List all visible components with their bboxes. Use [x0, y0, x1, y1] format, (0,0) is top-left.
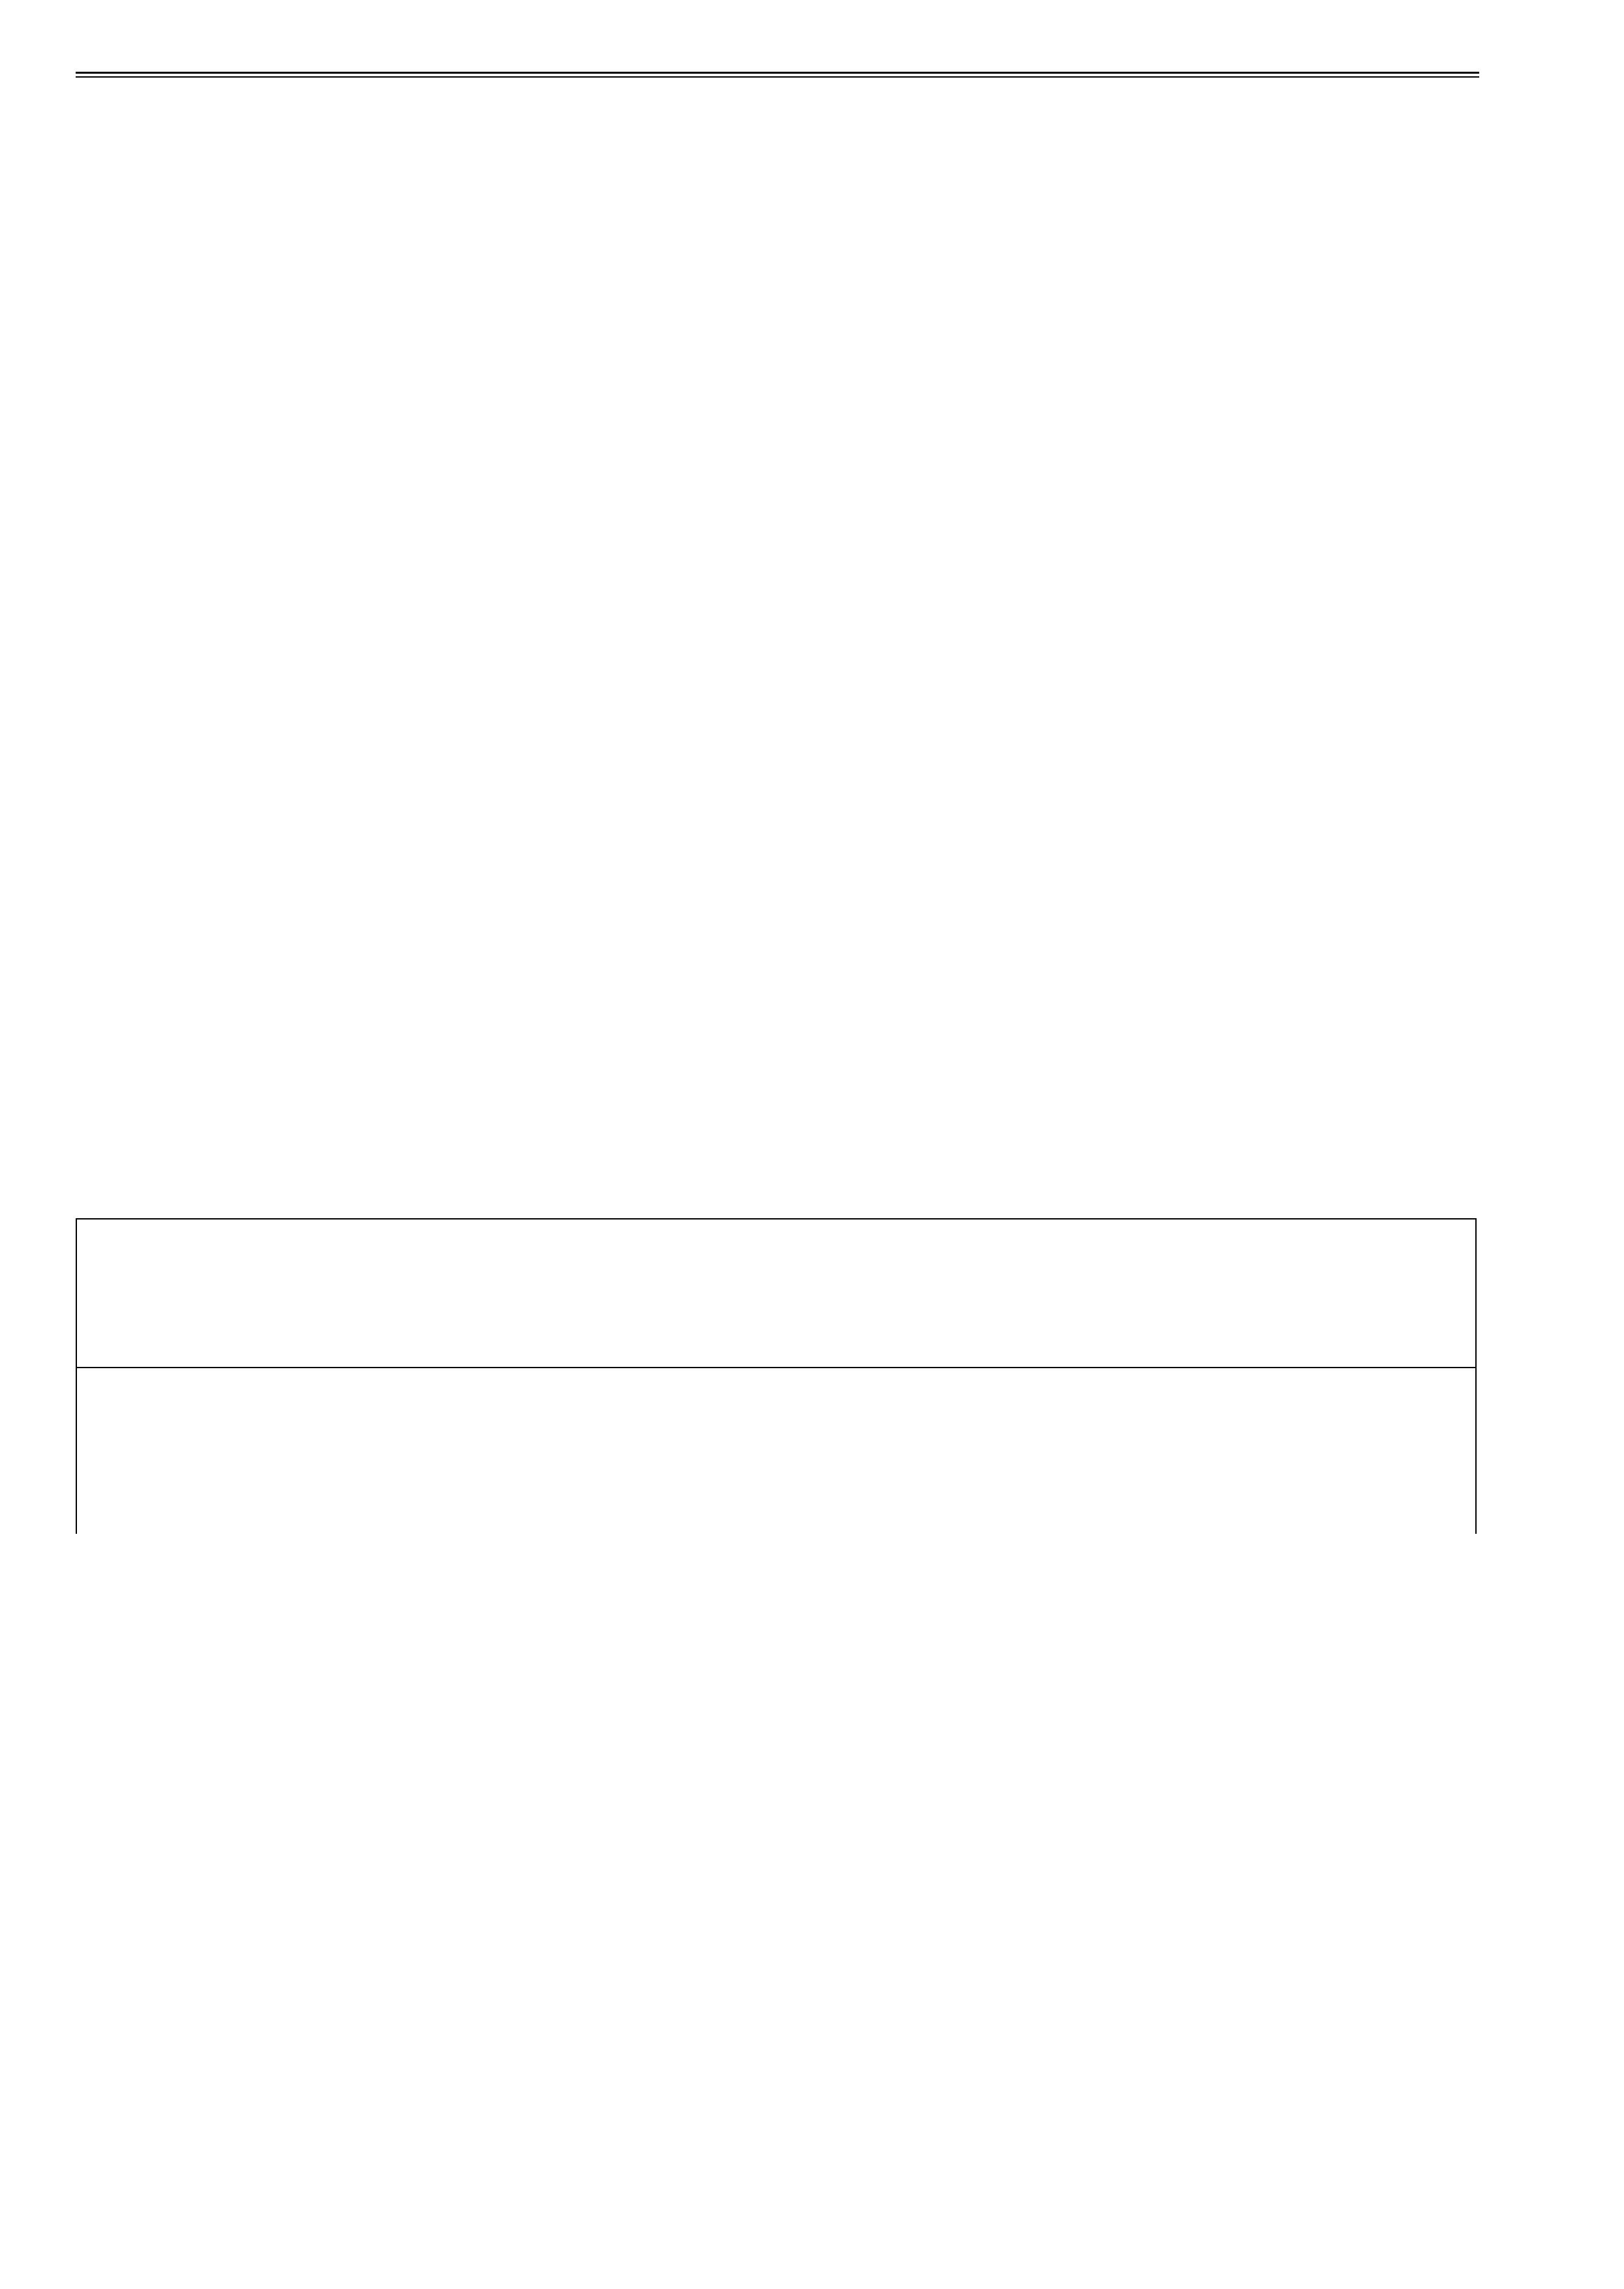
measure-line — [175, 1487, 364, 1512]
header-rule — [76, 72, 1479, 74]
section-heading — [76, 1218, 1477, 1368]
header-rule — [76, 76, 1479, 78]
